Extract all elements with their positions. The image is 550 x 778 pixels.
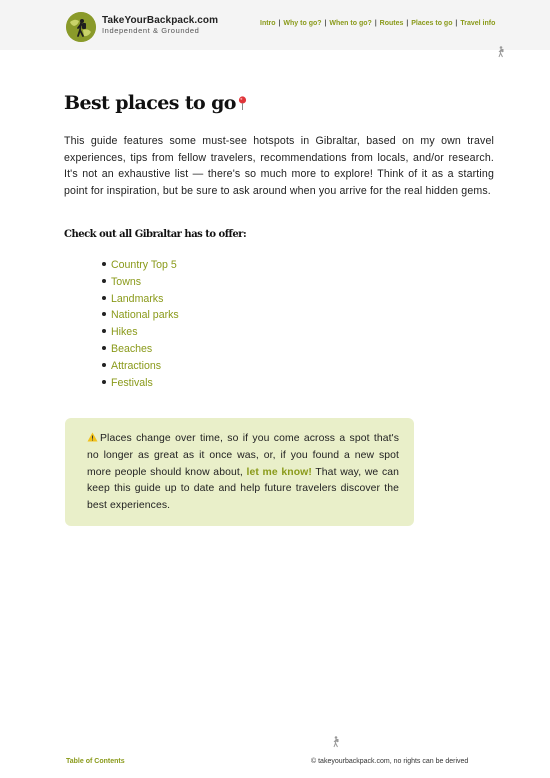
copyright-notice: © takeyourbackpack.com, no rights can be derived (311, 758, 469, 765)
table-of-contents-link[interactable]: Table of Contents (66, 758, 125, 765)
nav-travel-info[interactable]: Travel info (460, 20, 496, 27)
brand-tagline: Independent & Grounded (102, 26, 200, 35)
section-heading: Check out all Gibraltar has to offer: (64, 229, 247, 240)
page-title (64, 92, 247, 114)
place-link[interactable]: Festivals (111, 376, 153, 389)
info-note (65, 418, 414, 526)
place-link[interactable]: National parks (111, 309, 179, 322)
list-item (102, 307, 179, 324)
note-text (87, 431, 399, 515)
place-link[interactable]: Attractions (111, 359, 162, 372)
nav-when-to-go[interactable]: When to go? (329, 20, 372, 27)
nav-places-to-go[interactable]: Places to go (411, 20, 453, 27)
list-item (102, 257, 179, 274)
nav-intro[interactable]: Intro (260, 20, 276, 27)
top-navigation: Intro | Why to go? | When to go? | Routes | Places to go | Travel info (260, 20, 496, 27)
pin-icon (238, 96, 247, 110)
list-item (102, 324, 179, 341)
contact-link[interactable]: let me know! (246, 466, 312, 478)
intro-paragraph: This guide features some must-see hotspots in Gibraltar, based on my own travel experiences, tips from fellow travelers, recommendations from locals, and/or research. It's not an exhaustive list — there's so much more to explore! Think of it as a starting point for inspiration, but be sure to ask around when you arrive for the real hidden gems. (64, 135, 494, 197)
warning-icon (87, 432, 98, 442)
brand-name[interactable]: TakeYourBackpack.com (102, 15, 219, 26)
hiker-icon (496, 46, 506, 58)
places-list (102, 257, 179, 391)
globe-hiker-logo-icon[interactable] (66, 12, 96, 42)
page-title-text: Best places to go (64, 92, 236, 114)
nav-why-to-go[interactable]: Why to go? (283, 20, 322, 27)
list-item (102, 274, 179, 291)
nav-routes[interactable]: Routes (379, 20, 404, 27)
place-link[interactable]: Country Top 5 (111, 259, 177, 271)
list-item (102, 341, 179, 358)
place-link[interactable]: Landmarks (111, 292, 164, 305)
note-text-before: Places change over time, so if you come across a spot that's no longer as great as it once was, or, if you found a new spot more people should know about, (87, 433, 399, 478)
list-item (102, 358, 179, 375)
page-header (0, 0, 550, 50)
place-link[interactable]: Towns (111, 275, 142, 288)
list-item (102, 291, 179, 308)
place-link[interactable]: Hikes (111, 326, 138, 339)
hiker-icon (331, 736, 341, 748)
list-item (102, 375, 179, 392)
place-link[interactable]: Beaches (111, 342, 153, 355)
note-text-after: That way, we can keep this guide up to date and help future travelers discover the best experiences. (87, 466, 399, 512)
